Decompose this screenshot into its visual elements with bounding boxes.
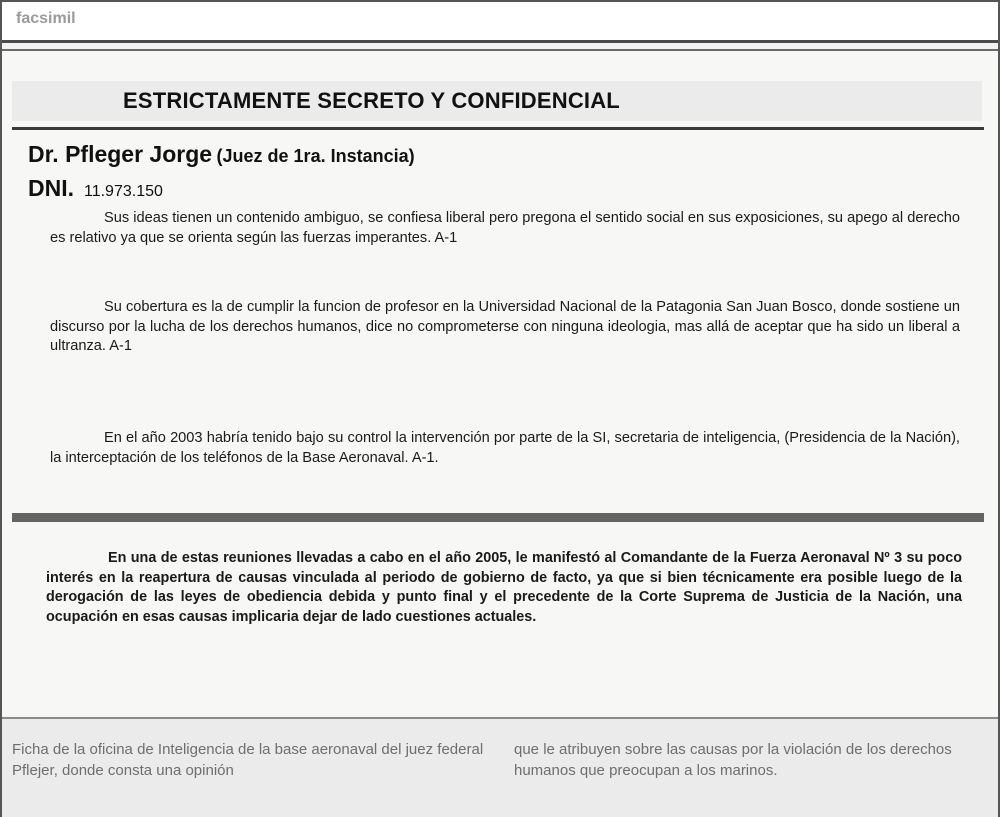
dni-label: DNI. <box>28 175 74 201</box>
subject-name: Dr. Pfleger Jorge <box>28 141 213 167</box>
title-rule <box>12 127 984 130</box>
facsimile-label: facsimil <box>16 10 76 27</box>
subject-dni-line <box>28 175 163 202</box>
paragraph-ideas: Sus ideas tienen un contenido ambiguo, se confiesa liberal pero pregona el sentido social en sus exposiciones, su apego al derecho es relativo ya que se orienta según las fuerzas imperantes. A-1 <box>50 210 960 246</box>
header-divider <box>2 43 998 51</box>
header-bar <box>2 2 998 43</box>
section-rule <box>12 513 984 522</box>
paragraph-interceptacion: En el año 2003 habría tenido bajo su control la intervención por parte de la SI, secretaria de inteligencia, (Presidencia de la Nación), la interceptación de los teléfonos de la Base Aeronaval. A-1. <box>50 430 960 466</box>
caption-area <box>2 717 998 817</box>
document-title: ESTRICTAMENTE SECRETO Y CONFIDENCIAL <box>123 88 620 113</box>
subject-role: (Juez de 1ra. Instancia) <box>216 146 415 166</box>
caption-left: Ficha de la oficina de Inteligencia de la base aeronaval del juez federal Pflejer, donde consta una opinión <box>12 741 484 779</box>
paragraph-cobertura: Su cobertura es la de cumplir la funcion de profesor en la Universidad Nacional de la Patagonia San Juan Bosco, donde sostiene un discurso por la lucha de los derechos humanos, dice no comprometerse con ninguna ideologia, mas allá de aceptar que ha sido un liberal a ultranza. A-1 <box>50 299 960 354</box>
document-title-band <box>12 81 982 121</box>
subject-name-line <box>28 141 415 168</box>
dni-number: 11.973.150 <box>84 183 163 200</box>
document-scan <box>2 51 998 717</box>
paragraph-reuniones: En una de estas reuniones llevadas a cabo en el año 2005, le manifestó al Comandante de la Fuerza Aeronaval Nº 3 su poco interés en la reapertura de causas vinculada al periodo de gobierno de facto, ya que si bien técnicamente era posible luego de la derogación de las leyes de obediencia debida y punto final y el precedente de la Corte Suprema de Justicia de la Nación, una ocupación en esas causas implicaria dejar de lado cuestiones actuales. <box>46 550 962 625</box>
caption-right: que le atribuyen sobre las causas por la violación de los derechos humanos que preocupan a los marinos. <box>514 741 952 779</box>
